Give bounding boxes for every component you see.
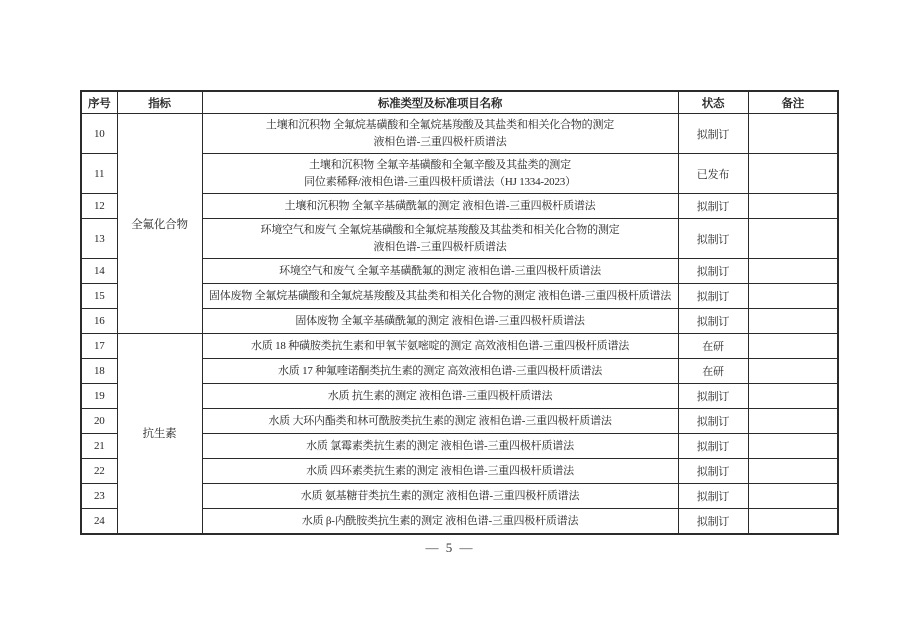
cell-standard-name [202, 309, 678, 334]
standard-name-line: 水质 抗生素的测定 液相色谱-三重四极杆质谱法 [327, 389, 553, 402]
cell-standard-name [202, 114, 678, 154]
cell-remark [748, 384, 838, 409]
column-header-4: 备注 [748, 91, 838, 114]
cell-serial-number: 24 [81, 509, 117, 534]
cell-standard-name [202, 194, 678, 219]
cell-remark [748, 284, 838, 309]
cell-remark [748, 114, 838, 154]
cell-status: 拟制订 [678, 219, 748, 259]
cell-serial-number: 21 [81, 434, 117, 459]
standard-name-line: 液相色谱-三重四极杆质谱法 [373, 135, 507, 148]
cell-serial-number: 17 [81, 334, 117, 359]
cell-status: 在研 [678, 359, 748, 384]
cell-status: 拟制订 [678, 509, 748, 534]
cell-serial-number: 14 [81, 259, 117, 284]
standards-table [80, 90, 839, 535]
cell-status: 拟制订 [678, 284, 748, 309]
standard-name-line: 土壤和沉积物 全氟烷基磺酸和全氟烷基羧酸及其盐类和相关化合物的测定 [265, 119, 615, 131]
standard-name-line: 固体废物 全氟烷基磺酸和全氟烷基羧酸及其盐类和相关化合物的测定 液相色谱-三重四极杆质谱法 [208, 289, 672, 302]
cell-indicator-group: 抗生素 [117, 334, 202, 534]
standard-name-line: 水质 氨基糖苷类抗生素的测定 液相色谱-三重四极杆质谱法 [300, 489, 580, 502]
cell-standard-name [202, 259, 678, 284]
cell-standard-name [202, 434, 678, 459]
cell-remark [748, 154, 838, 194]
cell-standard-name [202, 219, 678, 259]
standard-name-line: 水质 β-内酰胺类抗生素的测定 液相色谱-三重四极杆质谱法 [301, 514, 579, 527]
cell-standard-name [202, 154, 678, 194]
cell-remark [748, 484, 838, 509]
cell-remark [748, 509, 838, 534]
cell-serial-number: 19 [81, 384, 117, 409]
standard-name-line: 同位素稀释/液相色谱-三重四极杆质谱法（HJ 1334-2023） [304, 175, 576, 188]
cell-standard-name [202, 409, 678, 434]
standard-name-line: 液相色谱-三重四极杆质谱法 [373, 240, 507, 253]
cell-serial-number: 10 [81, 114, 117, 154]
cell-remark [748, 409, 838, 434]
cell-status: 拟制订 [678, 459, 748, 484]
cell-status: 拟制订 [678, 114, 748, 154]
column-header-0: 序号 [81, 91, 117, 114]
column-header-1: 指标 [117, 91, 202, 114]
cell-serial-number: 11 [81, 154, 117, 194]
cell-standard-name [202, 384, 678, 409]
cell-status: 拟制订 [678, 409, 748, 434]
cell-status: 拟制订 [678, 384, 748, 409]
cell-remark [748, 194, 838, 219]
cell-standard-name [202, 484, 678, 509]
cell-status: 拟制订 [678, 484, 748, 509]
cell-remark [748, 359, 838, 384]
standard-name-line: 水质 18 种磺胺类抗生素和甲氧苄氨嘧啶的测定 高效液相色谱-三重四极杆质谱法 [250, 339, 630, 352]
cell-status: 拟制订 [678, 194, 748, 219]
table-row [81, 334, 838, 359]
standard-name-line: 环境空气和废气 全氟烷基磺酸和全氟烷基羧酸及其盐类和相关化合物的测定 [260, 224, 620, 236]
cell-serial-number: 22 [81, 459, 117, 484]
column-header-2: 标准类型及标准项目名称 [202, 91, 678, 114]
standard-name-line: 环境空气和废气 全氟辛基磺酰氟的测定 液相色谱-三重四极杆质谱法 [279, 264, 601, 277]
cell-serial-number: 15 [81, 284, 117, 309]
table-header-row [81, 91, 838, 114]
cell-serial-number: 23 [81, 484, 117, 509]
standard-name-line: 水质 大环内酯类和林可酰胺类抗生素的测定 液相色谱-三重四极杆质谱法 [268, 414, 612, 427]
cell-standard-name [202, 509, 678, 534]
table-row [81, 114, 838, 154]
cell-remark [748, 434, 838, 459]
cell-indicator-group: 全氟化合物 [117, 114, 202, 334]
cell-status: 已发布 [678, 154, 748, 194]
cell-serial-number: 16 [81, 309, 117, 334]
cell-serial-number: 13 [81, 219, 117, 259]
cell-standard-name [202, 359, 678, 384]
standard-name-line: 土壤和沉积物 全氟辛基磺酸和全氟辛酸及其盐类的测定 [309, 159, 571, 171]
cell-serial-number: 20 [81, 409, 117, 434]
cell-remark [748, 309, 838, 334]
cell-serial-number: 18 [81, 359, 117, 384]
cell-standard-name [202, 334, 678, 359]
cell-remark [748, 334, 838, 359]
cell-standard-name [202, 284, 678, 309]
column-header-3: 状态 [678, 91, 748, 114]
standard-name-line: 固体废物 全氟辛基磺酰氟的测定 液相色谱-三重四极杆质谱法 [295, 314, 585, 327]
standard-name-line: 土壤和沉积物 全氟辛基磺酰氟的测定 液相色谱-三重四极杆质谱法 [284, 199, 596, 212]
cell-status: 拟制订 [678, 434, 748, 459]
standard-name-line: 水质 17 种氟喹诺酮类抗生素的测定 高效液相色谱-三重四极杆质谱法 [277, 364, 603, 377]
cell-status: 拟制订 [678, 259, 748, 284]
cell-remark [748, 219, 838, 259]
standard-name-line: 水质 氯霉素类抗生素的测定 液相色谱-三重四极杆质谱法 [306, 439, 574, 452]
cell-standard-name [202, 459, 678, 484]
cell-remark [748, 259, 838, 284]
cell-remark [748, 459, 838, 484]
page-number: — 5 — [425, 540, 475, 555]
standard-name-line: 水质 四环素类抗生素的测定 液相色谱-三重四极杆质谱法 [306, 464, 574, 477]
cell-status: 在研 [678, 334, 748, 359]
cell-serial-number: 12 [81, 194, 117, 219]
cell-status: 拟制订 [678, 309, 748, 334]
